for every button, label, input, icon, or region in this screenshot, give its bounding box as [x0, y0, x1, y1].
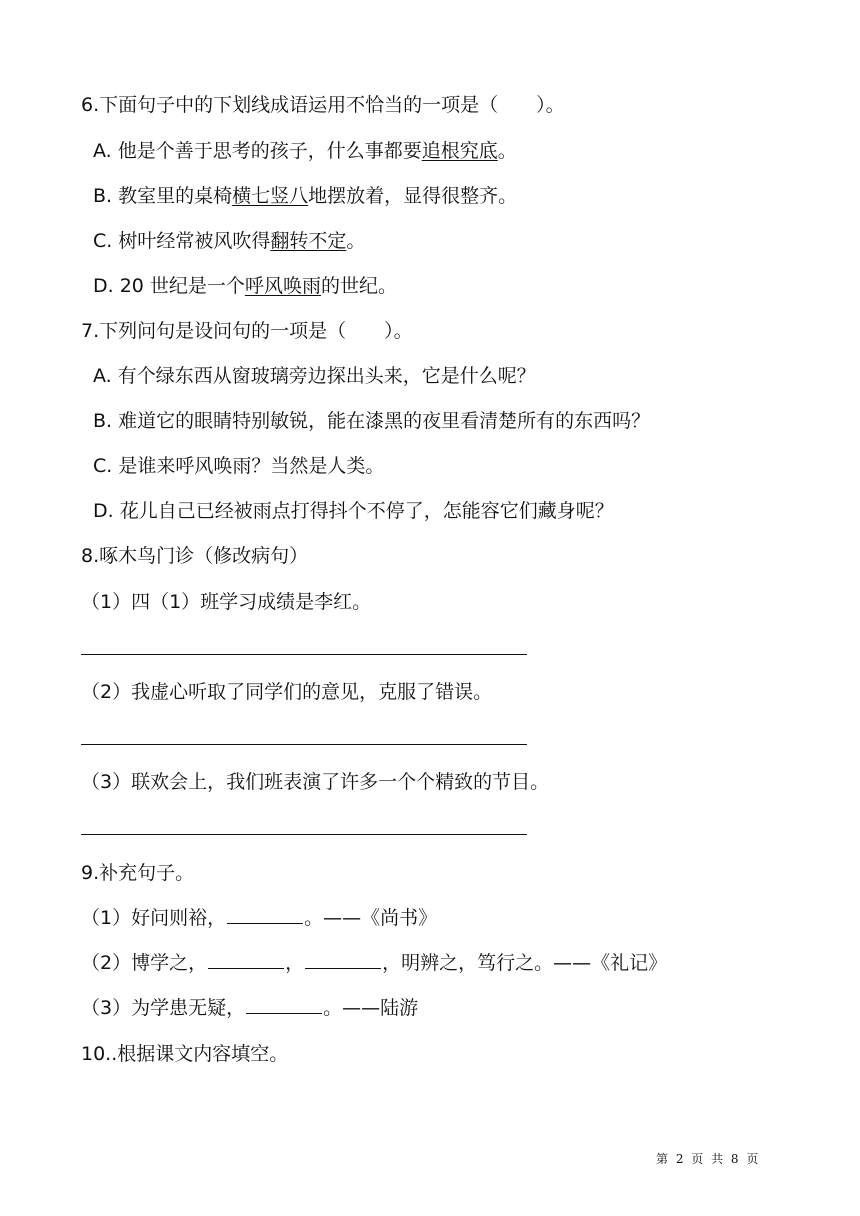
option-text: 地摆放着，显得很整齐。 [308, 185, 518, 207]
option-text: C. 树叶经常被风吹得 [93, 230, 271, 252]
sentence-text: 。——《尚书》 [304, 907, 438, 929]
sentence-text: （3）为学患无疑， [81, 997, 246, 1019]
question-8-title: 8.啄木鸟门诊（修改病句） [81, 545, 309, 567]
answer-line[interactable] [81, 834, 527, 835]
q8-sentence-1: （1）四（1）班学习成绩是李红。 [81, 591, 372, 613]
fill-blank[interactable] [227, 905, 303, 924]
q7-option-b: B. 难道它的眼睛特别敏锐，能在漆黑的夜里看清楚所有的东西吗？ [93, 410, 651, 432]
option-text: 。 [497, 140, 517, 162]
sentence-text: 。——陆游 [323, 997, 419, 1019]
underlined-idiom: 追根究底 [421, 140, 498, 162]
option-text: D. 20 世纪是一个 [93, 275, 245, 297]
underlined-idiom: 呼风唤雨 [244, 275, 321, 297]
q6-option-c [93, 228, 365, 254]
q9-sentence-3 [81, 995, 418, 1021]
fill-blank[interactable] [305, 950, 381, 969]
question-7-title: 7.下列问句是设问句的一项是（ ）。 [81, 320, 413, 342]
q8-sentence-2: （2）我虚心听取了同学们的意见，克服了错误。 [81, 681, 493, 703]
sentence-text: ，明辨之，笃行之。——《礼记》 [382, 952, 668, 974]
underlined-idiom: 翻转不定 [270, 230, 347, 252]
sentence-text: （2）博学之， [81, 952, 208, 974]
answer-line[interactable] [81, 654, 527, 655]
answer-line[interactable] [81, 744, 527, 745]
q8-sentence-3: （3）联欢会上，我们班表演了许多一个个精致的节目。 [81, 771, 550, 793]
page-number: 第 2 页 共 8 页 [656, 1152, 761, 1166]
q6-option-a [93, 138, 517, 164]
option-text: 。 [346, 230, 366, 252]
sentence-text: ， [285, 952, 305, 974]
q9-sentence-1 [81, 905, 437, 931]
fill-blank[interactable] [246, 995, 322, 1014]
sentence-text: （1）好问则裕， [81, 907, 227, 929]
option-text: 的世纪。 [320, 275, 397, 297]
q7-option-d: D. 花儿自己已经被雨点打得抖个不停了，怎能容它们藏身呢？ [93, 500, 614, 522]
q9-sentence-2 [81, 950, 667, 976]
q7-option-a: A. 有个绿东西从窗玻璃旁边探出头来，它是什么呢？ [93, 365, 536, 387]
fill-blank[interactable] [208, 950, 284, 969]
question-9-title: 9.补充句子。 [81, 862, 195, 884]
q7-option-c: C. 是谁来呼风唤雨？当然是人类。 [93, 455, 385, 477]
underlined-idiom: 横七竖八 [232, 185, 309, 207]
option-text: B. 教室里的桌椅 [93, 185, 233, 207]
question-10-title: 10..根据课文内容填空。 [81, 1043, 289, 1065]
q6-option-d [93, 273, 397, 299]
question-6-title: 6.下面句子中的下划线成语运用不恰当的一项是（ ）。 [81, 94, 565, 116]
q6-option-b [93, 183, 517, 209]
option-text: A. 他是个善于思考的孩子，什么事都要 [93, 140, 422, 162]
